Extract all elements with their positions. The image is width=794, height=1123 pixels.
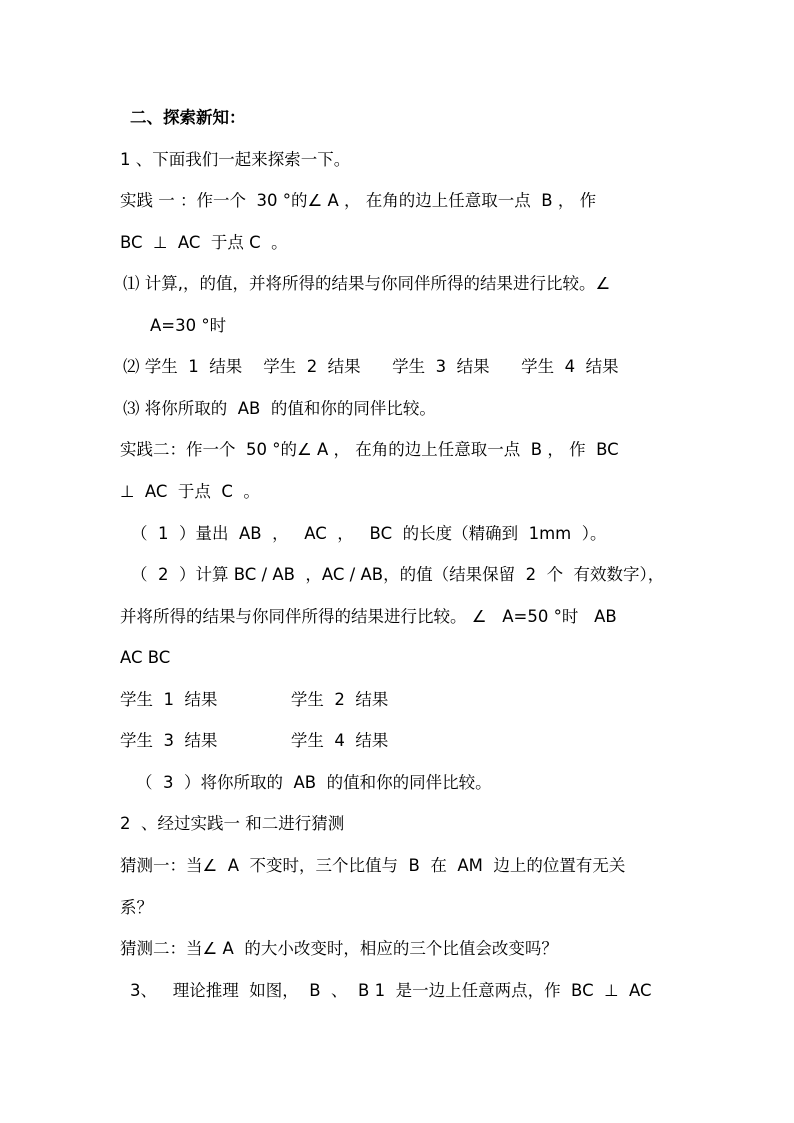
text-line-19: 系？ bbox=[120, 898, 153, 917]
section-heading: 二、探索新知： bbox=[130, 108, 246, 127]
text-line-14: 学生 1 结果 学生 2 结果 bbox=[120, 690, 389, 709]
text-line-17: 2 、经过实践一 和二进行猜测 bbox=[120, 814, 345, 833]
text-line-13: AC BC bbox=[120, 648, 171, 667]
text-line-1: 1 、下面我们一起来探索一下。 bbox=[120, 150, 351, 169]
text-line-16: （ 3 ）将你所取的 AB 的值和你的同伴比较。 bbox=[136, 773, 492, 792]
text-line-20: 猜测二：当∠ A 的大小改变时，相应的三个比值会改变吗？ bbox=[120, 939, 558, 958]
text-line-8: 实践二：作一个 50 °的∠ A ， 在角的边上任意取一点 B ， 作 BC bbox=[120, 440, 619, 459]
text-line-12: 并将所得的结果与你同伴所得的结果进行比较。 ∠ A=50 °时 AB bbox=[120, 607, 617, 626]
text-line-6: ⑵ 学生 1 结果 学生 2 结果 学生 3 结果 学生 4 结果 bbox=[123, 357, 619, 376]
text-line-4: ⑴ 计算,，的值，并将所得的结果与你同伴所得的结果进行比较。∠ bbox=[123, 274, 611, 293]
text-line-18: 猜测一：当∠ A 不变时，三个比值与 B 在 AM 边上的位置有无关 bbox=[120, 856, 626, 875]
text-line-5: A=30 °时 bbox=[150, 316, 227, 335]
text-line-15: 学生 3 结果 学生 4 结果 bbox=[120, 731, 389, 750]
text-line-21: 3、 理论推理 如图， B 、 B 1 是一边上任意两点，作 BC ⊥ AC bbox=[130, 981, 652, 1000]
text-line-7: ⑶ 将你所取的 AB 的值和你的同伴比较。 bbox=[123, 399, 436, 418]
text-line-10: （ 1 ）量出 AB ， AC ， BC 的长度（精确到 1mm ）。 bbox=[131, 524, 607, 543]
text-line-2: 实践 一 ：作一个 30 °的∠ A ， 在角的边上任意取一点 B ， 作 bbox=[120, 191, 597, 210]
text-line-3: BC ⊥ AC 于点 C 。 bbox=[120, 233, 288, 252]
text-line-11: （ 2 ）计算 BC / AB ，AC / AB，的值（结果保留 2 个 有效数字）， bbox=[131, 565, 665, 584]
text-line-9: ⊥ AC 于点 C 。 bbox=[120, 482, 260, 501]
